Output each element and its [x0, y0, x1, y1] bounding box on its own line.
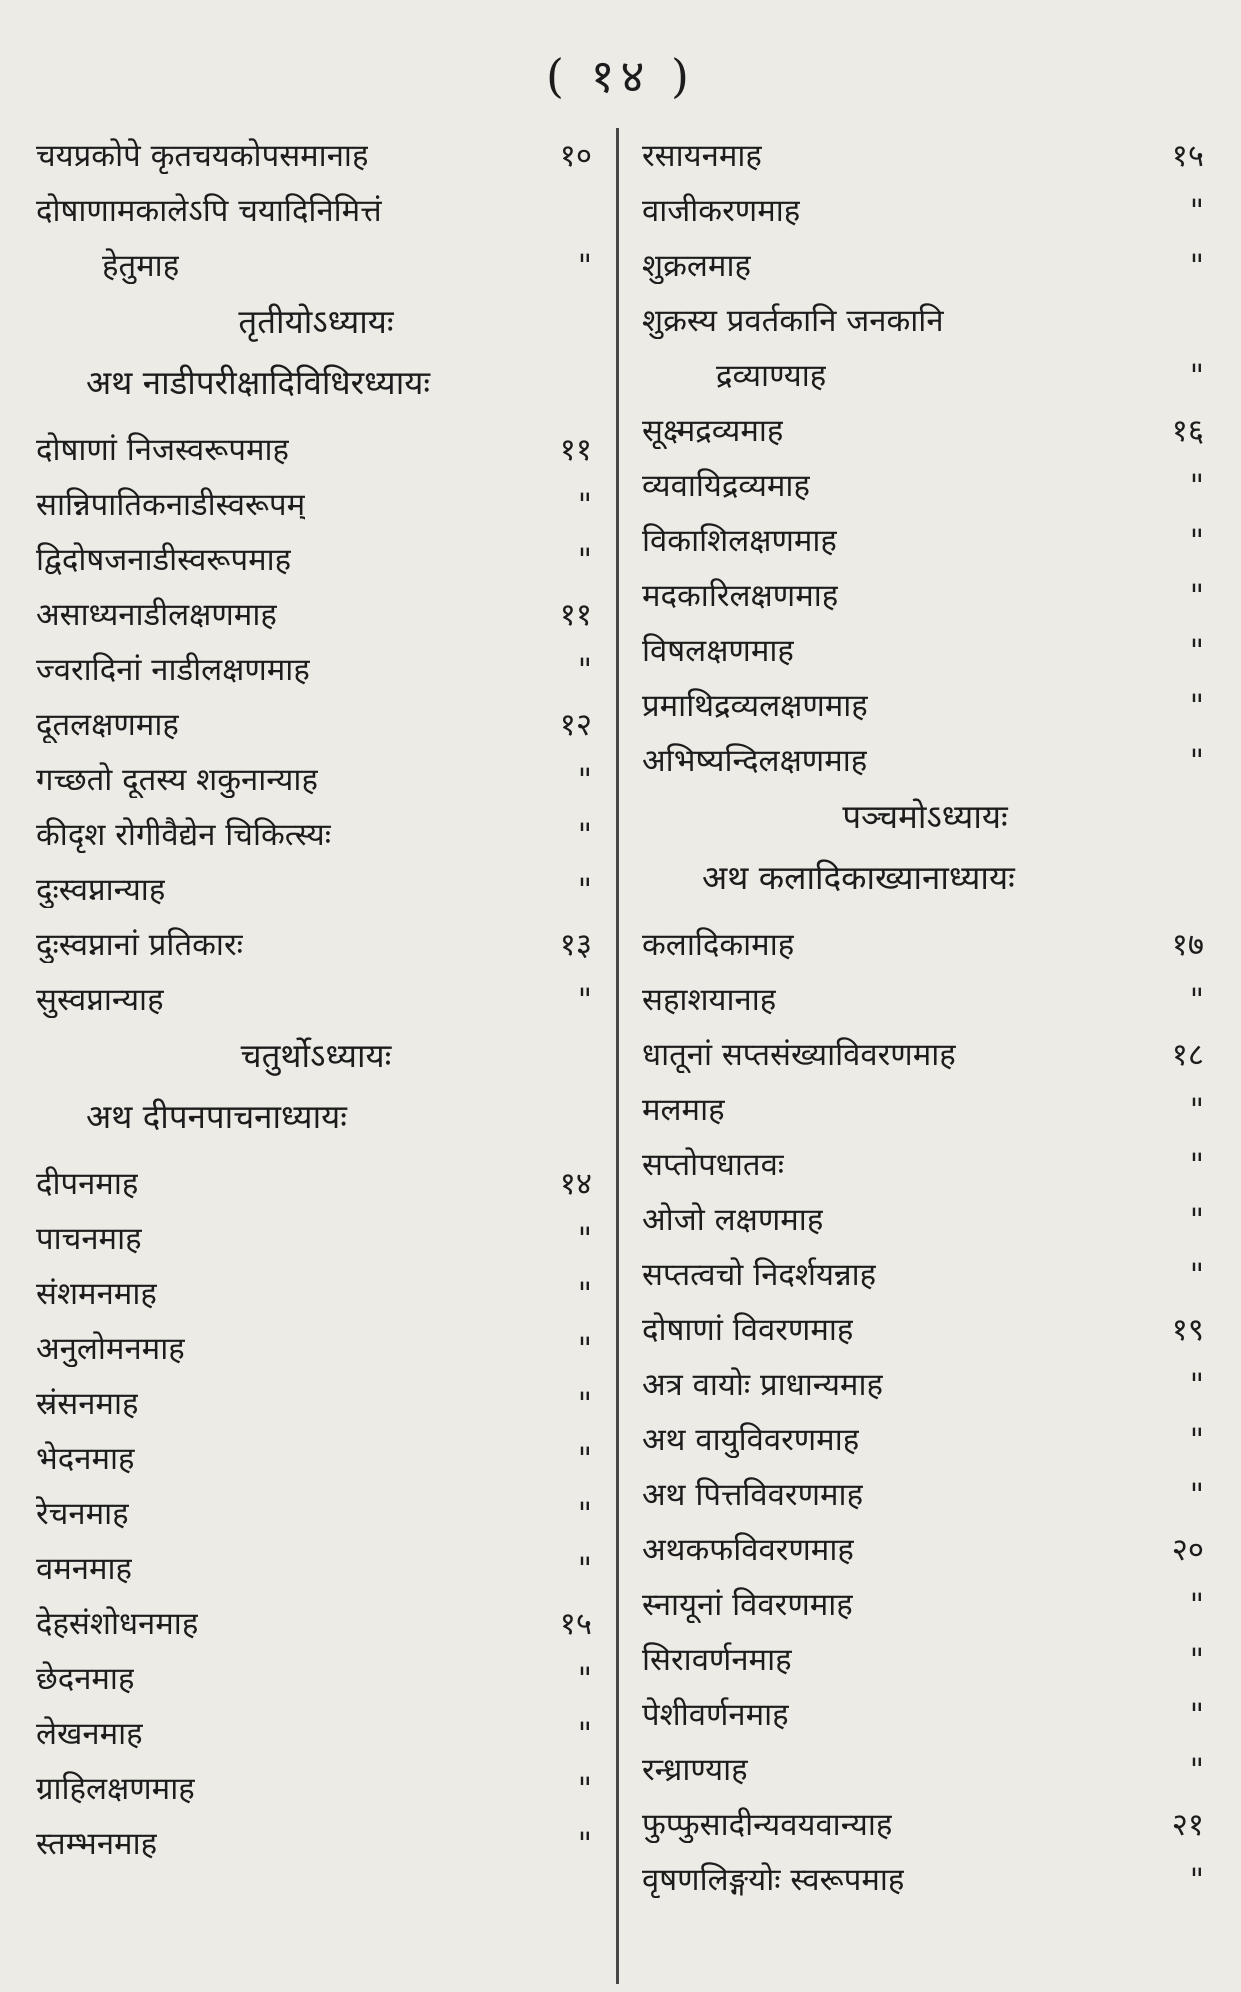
toc-entry — [642, 1532, 1208, 1568]
toc-entry-page: २० — [1171, 1532, 1204, 1568]
toc-entry-page: " — [577, 1331, 592, 1367]
toc-entry — [36, 982, 596, 1018]
toc-entry-title: पेशीवर्णनमाह — [642, 1697, 789, 1733]
toc-entry — [642, 1862, 1208, 1898]
toc-entry-page: " — [1189, 982, 1204, 1018]
toc-entry-page: " — [577, 1276, 592, 1312]
toc-entry-page: १५ — [1171, 138, 1204, 174]
toc-entry-page: " — [577, 487, 592, 523]
toc-entry-page: " — [577, 1386, 592, 1422]
toc-entry-title: दोषाणामकालेऽपि चयादिनिमित्तं — [36, 193, 382, 229]
toc-entry-page: १५ — [559, 1606, 592, 1642]
toc-entry-title: अभिष्यन्दिलक्षणमाह — [642, 743, 868, 779]
toc-entry — [36, 1331, 596, 1367]
toc-entry-page: " — [1189, 468, 1204, 504]
toc-entry-page: " — [1189, 1257, 1204, 1293]
toc-entry — [642, 1477, 1208, 1513]
toc-entry-title: शुक्रस्य प्रवर्तकानि जनकानि — [642, 303, 944, 339]
toc-entry-page: " — [577, 542, 592, 578]
toc-entry — [642, 1257, 1208, 1293]
toc-entry-page: " — [1189, 1862, 1204, 1898]
toc-entry-title: पाचनमाह — [36, 1221, 142, 1257]
toc-entry-title: वमनमाह — [36, 1551, 133, 1587]
toc-entry — [642, 138, 1208, 174]
toc-entry-page: १३ — [559, 927, 592, 963]
toc-entry-page: १८ — [1171, 1037, 1204, 1073]
toc-entry — [36, 1441, 596, 1477]
toc-entry-title: ग्राहिलक्षणमाह — [36, 1771, 195, 1807]
toc-entry — [642, 982, 1208, 1018]
toc-entry — [642, 1422, 1208, 1458]
toc-entry-title: दूतलक्षणमाह — [36, 707, 179, 743]
toc-entry — [642, 1312, 1208, 1348]
toc-entry-title: सूक्ष्मद्रव्यमाह — [642, 413, 784, 449]
toc-entry — [36, 487, 596, 523]
toc-entry-page: " — [1189, 1422, 1204, 1458]
toc-entry-page: १० — [559, 138, 592, 174]
toc-entry-page: ११ — [559, 432, 592, 468]
toc-entry-title: शुक्रलमाह — [642, 248, 751, 284]
toc-entry-title: हेतुमाह — [102, 248, 180, 284]
toc-entry-page: " — [1189, 1147, 1204, 1183]
toc-entry-title: लेखनमाह — [36, 1716, 143, 1752]
toc-entry-title: ओजो लक्षणमाह — [642, 1202, 824, 1238]
toc-entry-title: अथ वायुविवरणमाह — [642, 1422, 860, 1458]
toc-entry-title: अथकफविवरणमाह — [642, 1532, 854, 1568]
chapter-heading: पञ्चमोऽध्यायः — [842, 797, 1008, 836]
toc-entry — [36, 652, 596, 688]
toc-entry-title: फुप्फुसादीन्यवयवान्याह — [642, 1807, 893, 1843]
toc-entry-page: " — [577, 1441, 592, 1477]
right-column — [642, 138, 1208, 1917]
toc-entry — [642, 303, 1208, 339]
toc-entry-page: " — [577, 872, 592, 908]
toc-entry — [642, 1752, 1208, 1788]
toc-entry-page: १९ — [1171, 1312, 1204, 1348]
toc-entry — [36, 707, 596, 743]
chapter-heading: तृतीयोऽध्यायः — [238, 302, 394, 341]
toc-entry-title: रेचनमाह — [36, 1496, 129, 1532]
toc-entry-title: दोषाणां निजस्वरूपमाह — [36, 432, 289, 468]
toc-entry-page: १२ — [559, 707, 592, 743]
toc-entry-title: रन्ध्राण्याह — [642, 1752, 748, 1788]
toc-entry-page: " — [1189, 358, 1204, 394]
toc-entry-title: असाध्यनाडीलक्षणमाह — [36, 597, 277, 633]
toc-entry — [36, 248, 596, 284]
toc-entry-page: " — [1189, 743, 1204, 779]
toc-entry — [642, 743, 1208, 779]
toc-entry-title: भेदनमाह — [36, 1441, 135, 1477]
toc-entry — [642, 1037, 1208, 1073]
toc-entry-page: " — [577, 817, 592, 853]
toc-entry-page: " — [1189, 633, 1204, 669]
toc-entry-title: रसायनमाह — [642, 138, 762, 174]
toc-entry — [642, 633, 1208, 669]
toc-entry — [642, 1587, 1208, 1623]
toc-entry — [36, 1166, 596, 1202]
toc-entry — [642, 193, 1208, 229]
toc-entry-title: दुःस्वप्नान्याह — [36, 872, 166, 908]
toc-entry — [642, 1202, 1208, 1238]
toc-entry-title: प्रमाथिद्रव्यलक्षणमाह — [642, 688, 868, 724]
toc-entry-page: " — [577, 1221, 592, 1257]
toc-entry-title: स्रंसनमाह — [36, 1386, 139, 1422]
toc-entry — [36, 542, 596, 578]
toc-entry-page: " — [1189, 523, 1204, 559]
toc-entry-page: " — [577, 1496, 592, 1532]
toc-entry — [36, 138, 596, 174]
toc-entry — [642, 358, 1208, 394]
toc-entry-title: सुस्वप्नान्याह — [36, 982, 164, 1018]
toc-entry-title: अथ पित्तविवरणमाह — [642, 1477, 864, 1513]
toc-entry-page: " — [1189, 1202, 1204, 1238]
toc-entry — [36, 432, 596, 468]
toc-entry-page: ११ — [559, 597, 592, 633]
toc-entry-page: " — [1189, 1367, 1204, 1403]
toc-entry-title: संशमनमाह — [36, 1276, 157, 1312]
toc-entry — [642, 1367, 1208, 1403]
toc-entry — [36, 1606, 596, 1642]
toc-entry-page: " — [577, 1716, 592, 1752]
toc-entry-page: २१ — [1171, 1807, 1204, 1843]
toc-entry-title: कलादिकामाह — [642, 927, 795, 963]
toc-entry-title: अत्र वायोः प्राधान्यमाह — [642, 1367, 883, 1403]
toc-entry-page: " — [1189, 1697, 1204, 1733]
toc-entry-title: विकाशिलक्षणमाह — [642, 523, 837, 559]
toc-entry — [642, 1147, 1208, 1183]
toc-entry-page: " — [1189, 578, 1204, 614]
toc-entry — [36, 597, 596, 633]
toc-entry-title: दोषाणां विवरणमाह — [642, 1312, 854, 1348]
toc-entry-title: द्रव्याण्याह — [716, 358, 827, 394]
toc-entry-page: " — [577, 1661, 592, 1697]
left-column — [36, 138, 596, 1881]
toc-entry — [642, 1697, 1208, 1733]
toc-entry — [36, 927, 596, 963]
toc-entry-title: चयप्रकोपे कृतचयकोपसमानाह — [36, 138, 369, 174]
toc-entry-title: स्नायूनां विवरणमाह — [642, 1587, 853, 1623]
toc-entry-page: १४ — [559, 1166, 592, 1202]
toc-entry-page: " — [1189, 1752, 1204, 1788]
chapter-subheading: अथ नाडीपरीक्षादिविधिरध्यायः — [86, 363, 431, 402]
toc-entry — [36, 1771, 596, 1807]
toc-entry-page: " — [577, 248, 592, 284]
toc-entry-page: " — [577, 1551, 592, 1587]
toc-entry-page: १७ — [1171, 927, 1204, 963]
toc-entry-title: दीपनमाह — [36, 1166, 139, 1202]
toc-entry — [642, 523, 1208, 559]
toc-entry-title: मदकारिलक्षणमाह — [642, 578, 839, 614]
toc-entry-title: सप्तोपधातवः — [642, 1147, 785, 1183]
toc-entry — [36, 817, 596, 853]
toc-entry-title: सहाशयानाह — [642, 982, 777, 1018]
toc-entry-page: " — [577, 652, 592, 688]
chapter-subheading: अथ दीपनपाचनाध्यायः — [86, 1097, 347, 1136]
chapter-heading: चतुर्थोऽध्यायः — [240, 1036, 392, 1075]
toc-entry — [642, 1092, 1208, 1128]
toc-entry-page: " — [577, 1771, 592, 1807]
toc-entry — [36, 1826, 596, 1862]
toc-entry-page: १६ — [1171, 413, 1204, 449]
toc-entry-page: " — [1189, 193, 1204, 229]
chapter-subheading: अथ कलादिकाख्यानाध्यायः — [702, 858, 1015, 897]
toc-entry-title: ज्वरादिनां नाडीलक्षणमाह — [36, 652, 310, 688]
toc-entry-title: अनुलोमनमाह — [36, 1331, 185, 1367]
toc-entry-title: दुःस्वप्नानां प्रतिकारः — [36, 927, 243, 963]
column-divider — [616, 128, 619, 1984]
toc-entry-title: वृषणलिङ्गयोः स्वरूपमाह — [642, 1862, 905, 1898]
toc-entry — [36, 872, 596, 908]
toc-entry-title: द्विदोषजनाडीस्वरूपमाह — [36, 542, 292, 578]
toc-entry — [642, 927, 1208, 963]
toc-entry-page: " — [1189, 1587, 1204, 1623]
toc-entry-title: देहसंशोधनमाह — [36, 1606, 199, 1642]
toc-entry — [36, 193, 596, 229]
page-number: ( १४ ) — [546, 49, 695, 103]
toc-entry-title: कीदृश रोगीवैद्येन चिकित्स्यः — [36, 817, 332, 853]
toc-entry-page: " — [1189, 1092, 1204, 1128]
toc-entry — [36, 1221, 596, 1257]
toc-entry-page: " — [1189, 1477, 1204, 1513]
toc-entry-page: " — [1189, 1642, 1204, 1678]
toc-entry — [642, 1642, 1208, 1678]
toc-entry — [642, 248, 1208, 284]
toc-entry — [36, 1716, 596, 1752]
toc-entry-page: " — [577, 1826, 592, 1862]
toc-entry-title: धातूनां सप्तसंख्याविवरणमाह — [642, 1037, 956, 1073]
toc-entry — [36, 1276, 596, 1312]
toc-entry-page: " — [577, 762, 592, 798]
toc-entry — [36, 1661, 596, 1697]
toc-entry — [642, 578, 1208, 614]
toc-entry — [36, 1386, 596, 1422]
toc-entry-title: गच्छतो दूतस्य शकुनान्याह — [36, 762, 318, 798]
toc-entry-title: व्यवायिद्रव्यमाह — [642, 468, 810, 504]
toc-entry-title: सिरावर्णनमाह — [642, 1642, 792, 1678]
toc-entry — [36, 1551, 596, 1587]
toc-entry-title: सप्तत्वचो निदर्शयन्नाह — [642, 1257, 877, 1293]
toc-entry-title: सान्निपातिकनाडीस्वरूपम् — [36, 487, 306, 523]
toc-entry-title: वाजीकरणमाह — [642, 193, 801, 229]
toc-entry-title: स्तम्भनमाह — [36, 1826, 158, 1862]
toc-entry — [642, 468, 1208, 504]
toc-entry-title: छेदनमाह — [36, 1661, 135, 1697]
toc-entry — [642, 1807, 1208, 1843]
toc-entry — [642, 413, 1208, 449]
toc-entry-page: " — [1189, 688, 1204, 724]
toc-entry — [642, 688, 1208, 724]
toc-entry-page: " — [1189, 248, 1204, 284]
toc-entry — [36, 762, 596, 798]
toc-entry-page: " — [577, 982, 592, 1018]
toc-entry — [36, 1496, 596, 1532]
toc-entry-title: मलमाह — [642, 1092, 725, 1128]
toc-entry-title: विषलक्षणमाह — [642, 633, 794, 669]
